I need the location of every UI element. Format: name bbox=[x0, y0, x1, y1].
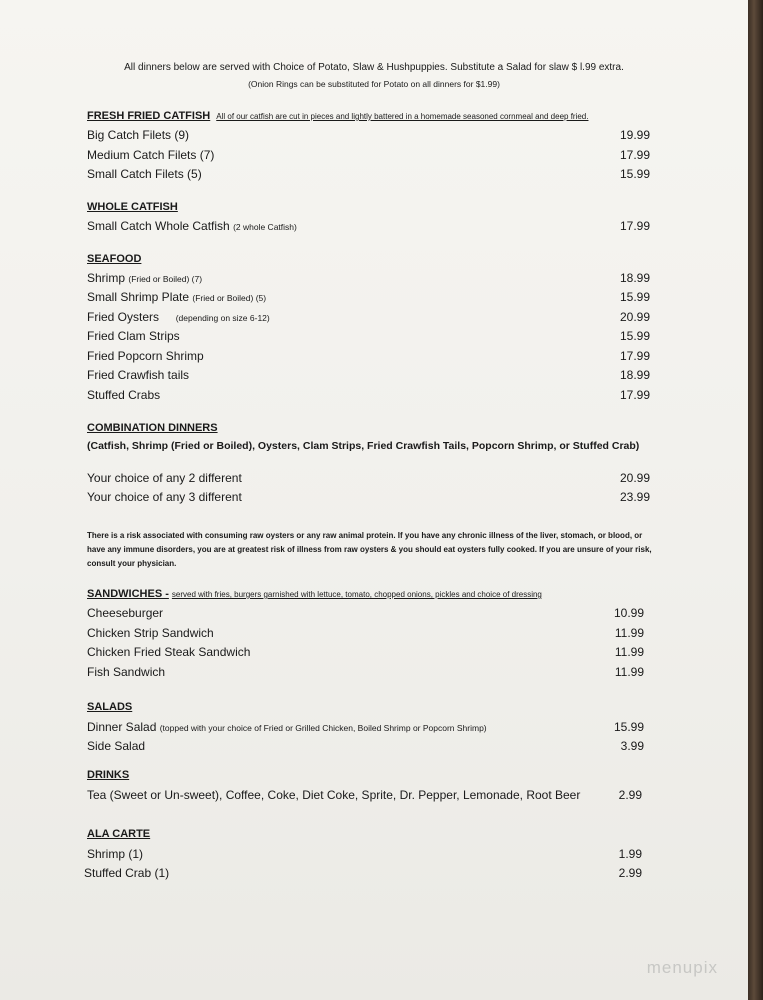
combo-options-list: (Catfish, Shrimp (Fried or Boiled), Oysters, Clam Strips, Fried Crawfish Tails, Popcorn Shrimp, or Stuffed Crab) bbox=[87, 440, 640, 452]
raw-oyster-warning: There is a risk associated with consuming raw oysters or any raw animal protein. If you have any chronic illness of the liver, stomach, or blood, or have any immune disorders, you are at greatest risk of illness from raw oysters & you should eat oysters fully cooked. If you are unsure of your risk, consult your physician. bbox=[87, 531, 652, 568]
menu-item-price: 17.99 bbox=[619, 219, 650, 233]
menu-item-price: 15.99 bbox=[613, 720, 644, 734]
menu-item-price: 1.99 bbox=[618, 847, 642, 861]
section-heading-whole-catfish: WHOLE CATFISH bbox=[87, 201, 178, 213]
menu-item-name: Small Catch Filets (5) bbox=[87, 167, 202, 181]
intro-line-1: All dinners below are served with Choice of Potato, Slaw & Hushpuppies. Substitute a Salad for slaw $ l.99 extra. bbox=[124, 62, 624, 73]
item-name: Shrimp bbox=[87, 271, 126, 285]
section-heading-seafood: SEAFOOD bbox=[87, 253, 142, 265]
menu-item-price: 3.99 bbox=[620, 739, 644, 753]
menu-item-price: 23.99 bbox=[619, 490, 650, 504]
section-note: All of our catfish are cut in pieces and lightly battered in a homemade seasoned cornmeal and deep fried. bbox=[216, 112, 589, 121]
menu-item-name: Fish Sandwich bbox=[87, 665, 166, 679]
watermark-logo: menupix bbox=[646, 958, 718, 977]
menu-item-name: Stuffed Crab (1) bbox=[84, 866, 170, 880]
item-note: (2 whole Catfish) bbox=[233, 222, 297, 232]
heading-text: FRESH FRIED CATFISH bbox=[87, 110, 211, 122]
item-name: Small Shrimp Plate bbox=[87, 290, 190, 304]
menu-item-price: 11.99 bbox=[614, 626, 644, 640]
menu-item-name: Side Salad bbox=[87, 739, 146, 753]
menu-item-price: 15.99 bbox=[619, 290, 650, 304]
section-heading-salads: SALADS bbox=[87, 701, 133, 713]
menu-item-price: 19.99 bbox=[619, 128, 650, 142]
menu-item-price: 20.99 bbox=[619, 471, 650, 485]
menu-item-name: Fried Popcorn Shrimp bbox=[87, 349, 204, 363]
menu-item-name: Medium Catch Filets (7) bbox=[87, 148, 215, 162]
menu-item-price: 17.99 bbox=[619, 148, 650, 162]
intro-line-2: (Onion Rings can be substituted for Potato on all dinners for $1.99) bbox=[248, 79, 500, 89]
menu-item-price: 20.99 bbox=[619, 310, 650, 324]
heading-text: SANDWICHES - bbox=[87, 588, 169, 600]
section-heading-sandwiches bbox=[87, 588, 542, 600]
menu-item-name: Big Catch Filets (9) bbox=[87, 128, 190, 142]
table-edge bbox=[748, 0, 763, 1000]
section-heading-combination: COMBINATION DINNERS bbox=[87, 422, 218, 434]
item-note: (Fried or Boiled) (7) bbox=[128, 274, 203, 284]
menu-item-price: 11.99 bbox=[614, 645, 644, 659]
menu-item-name bbox=[87, 720, 487, 734]
menu-item-name: Stuffed Crabs bbox=[87, 388, 161, 402]
menu-item-name: Your choice of any 2 different bbox=[87, 471, 242, 485]
menu-item-name bbox=[87, 271, 202, 285]
menu-item-price: 17.99 bbox=[619, 349, 650, 363]
item-name: Small Catch Whole Catfish bbox=[87, 219, 230, 233]
menu-item-price: 15.99 bbox=[619, 329, 650, 343]
menu-item-name: Shrimp (1) bbox=[87, 847, 144, 861]
section-heading-ala-carte: ALA CARTE bbox=[87, 828, 151, 840]
menu-item-name: Tea (Sweet or Un-sweet), Coffee, Coke, Diet Coke, Sprite, Dr. Pepper, Lemonade, Root Beer bbox=[87, 788, 581, 802]
menu-item-price: 18.99 bbox=[619, 271, 650, 285]
menu-item-name bbox=[87, 310, 270, 324]
menu-item-name: Fried Crawfish tails bbox=[87, 368, 190, 382]
menu-item-name bbox=[87, 290, 266, 304]
menu-item-price: 2.99 bbox=[618, 788, 642, 802]
section-note: served with fries, burgers garnished with lettuce, tomato, chopped onions, pickles and choice of dressing bbox=[171, 590, 542, 599]
menu-item-name: Cheeseburger bbox=[87, 606, 164, 620]
menu-item-name: Chicken Fried Steak Sandwich bbox=[87, 645, 251, 659]
menu-item-price: 11.99 bbox=[614, 665, 644, 679]
item-note: (Fried or Boiled) (5) bbox=[192, 293, 267, 303]
item-name: Dinner Salad bbox=[87, 720, 157, 734]
menu-item-name: Fried Clam Strips bbox=[87, 329, 180, 343]
menu-item-name: Your choice of any 3 different bbox=[87, 490, 242, 504]
menu-item-price: 10.99 bbox=[613, 606, 644, 620]
item-name: Fried Oysters bbox=[87, 310, 160, 324]
section-heading-catfish bbox=[87, 110, 588, 122]
menu-item-name bbox=[87, 219, 297, 233]
menu-item-price: 17.99 bbox=[619, 388, 650, 402]
menu-item-price: 15.99 bbox=[619, 167, 650, 181]
menu-item-price: 18.99 bbox=[619, 368, 650, 382]
item-note: (topped with your choice of Fried or Grilled Chicken, Boiled Shrimp or Popcorn Shrimp) bbox=[159, 723, 487, 733]
item-note: (depending on size 6-12) bbox=[175, 313, 270, 323]
menu-item-name: Chicken Strip Sandwich bbox=[87, 626, 214, 640]
menu-item-price: 2.99 bbox=[618, 866, 642, 880]
section-heading-drinks: DRINKS bbox=[87, 769, 130, 781]
